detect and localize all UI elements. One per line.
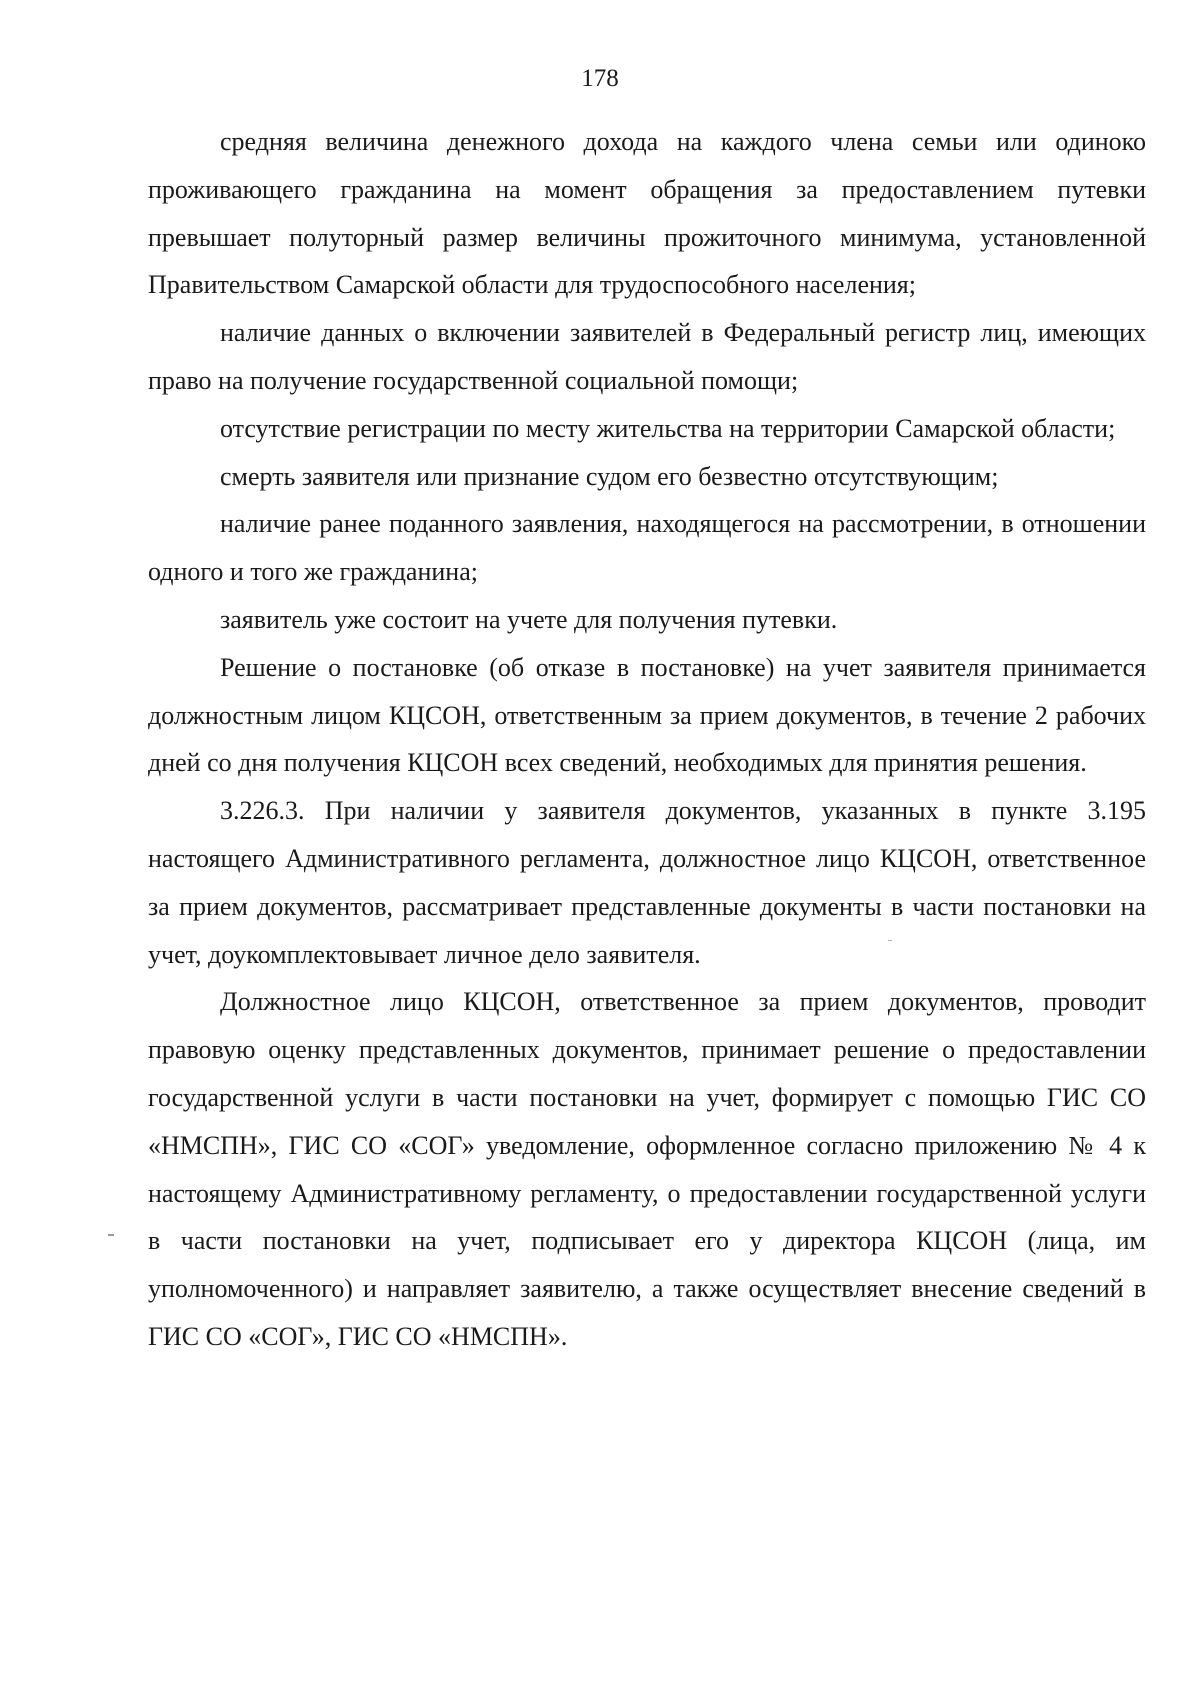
paragraph-federal-register: наличие данных о включении заявителей в Федеральный регистр лиц, имеющих право на получение государственной социальной помощи; bbox=[148, 318, 1146, 395]
paragraph-income-criterion: средняя величина денежного дохода на каждого члена семьи или одиноко проживающего гражданина на момент обращения за предоставлением путевки превышает полуторный размер величины прожиточного минимума, установленной Правительством Самарской области для трудоспособного населения; bbox=[148, 127, 1146, 300]
paragraph-section-3-226-3: 3.226.3. При наличии у заявителя документов, указанных в пункте 3.195 настоящего Административного регламента, должностное лицо КЦСОН, ответственное за прием документов, рассматривает представленные документы в части постановки на учет, доукомплектовывает личное дело заявителя. bbox=[148, 796, 1146, 969]
paragraph-official-procedure: Должностное лицо КЦСОН, ответственное за прием документов, проводит правовую оценку представленных документов, принимает решение о предоставлении государственной услуги в части постановки на учет, формирует с помощью ГИС СО «НМСПН», ГИС СО «СОГ» уведомление, оформленное согласно приложению № 4 к настоящему Административному регламенту, о предоставлении государственной услуги в части постановки на учет, подписывает его у директора КЦСОН (лица, им уполномоченного) и направляет заявителю, а также осуществляет внесение сведений в ГИС СО «СОГ», ГИС СО «НМСПН». bbox=[148, 987, 1146, 1351]
page-number: 178 bbox=[581, 65, 619, 92]
document-body bbox=[148, 118, 1146, 1361]
scan-speck bbox=[888, 940, 892, 941]
paragraph-no-registration: отсутствие регистрации по месту жительства на территории Самарской области; bbox=[220, 413, 1116, 443]
paragraph-already-registered: заявитель уже состоит на учете для получения путевки. bbox=[220, 604, 838, 634]
scan-margin-mark bbox=[108, 1234, 114, 1236]
paragraph-pending-application: наличие ранее поданного заявления, находящегося на рассмотрении, в отношении одного и того же гражданина; bbox=[148, 509, 1146, 587]
paragraph-decision-timing: Решение о постановке (об отказе в постановке) на учет заявителя принимается должностным лицом КЦСОН, ответственным за прием документов, в течение 2 рабочих дней со дня получения КЦСОН всех сведений, необходимых для принятия решения. bbox=[148, 652, 1146, 778]
paragraph-death-of-applicant: смерть заявителя или признание судом его безвестно отсутствующим; bbox=[220, 461, 999, 491]
